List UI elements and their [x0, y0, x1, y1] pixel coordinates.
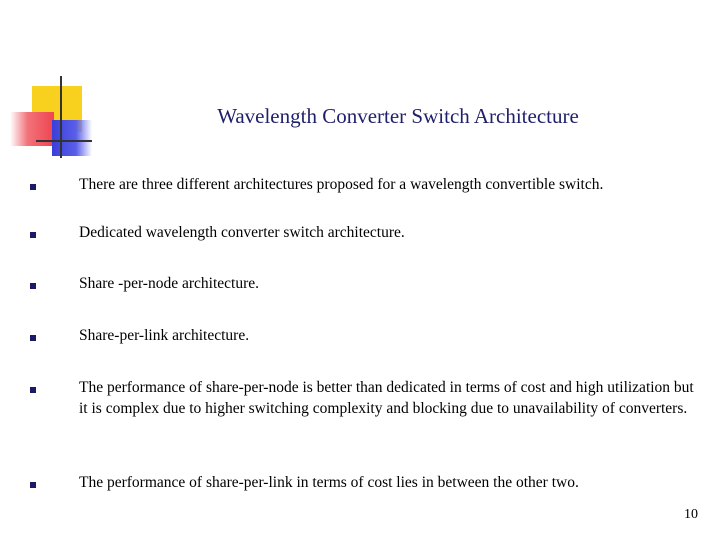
bullet-text: There are three different architectures proposed for a wavelength convertible switch.	[79, 176, 604, 193]
square-bullet-icon	[30, 335, 36, 341]
square-bullet-icon	[30, 482, 36, 488]
slide-title: Wavelength Converter Switch Architecture	[217, 104, 579, 128]
bullet-text: Share -per-node architecture.	[79, 275, 259, 292]
bullet-text: Dedicated wavelength converter switch architecture.	[79, 224, 405, 241]
square-bullet-icon	[30, 283, 36, 289]
bullet-text: The performance of share-per-node is better than dedicated in terms of cost and high utilization but it is complex due to higher switching complexity and blocking due to unavailability of converters.	[79, 379, 694, 417]
bullet-text: Share-per-link architecture.	[79, 327, 250, 344]
bullet-text: The performance of share-per-link in terms of cost lies in between the other two.	[79, 474, 579, 491]
square-bullet-icon	[30, 387, 36, 393]
page-number: 10	[684, 507, 698, 522]
square-bullet-icon	[30, 184, 36, 190]
square-bullet-icon	[30, 232, 36, 238]
